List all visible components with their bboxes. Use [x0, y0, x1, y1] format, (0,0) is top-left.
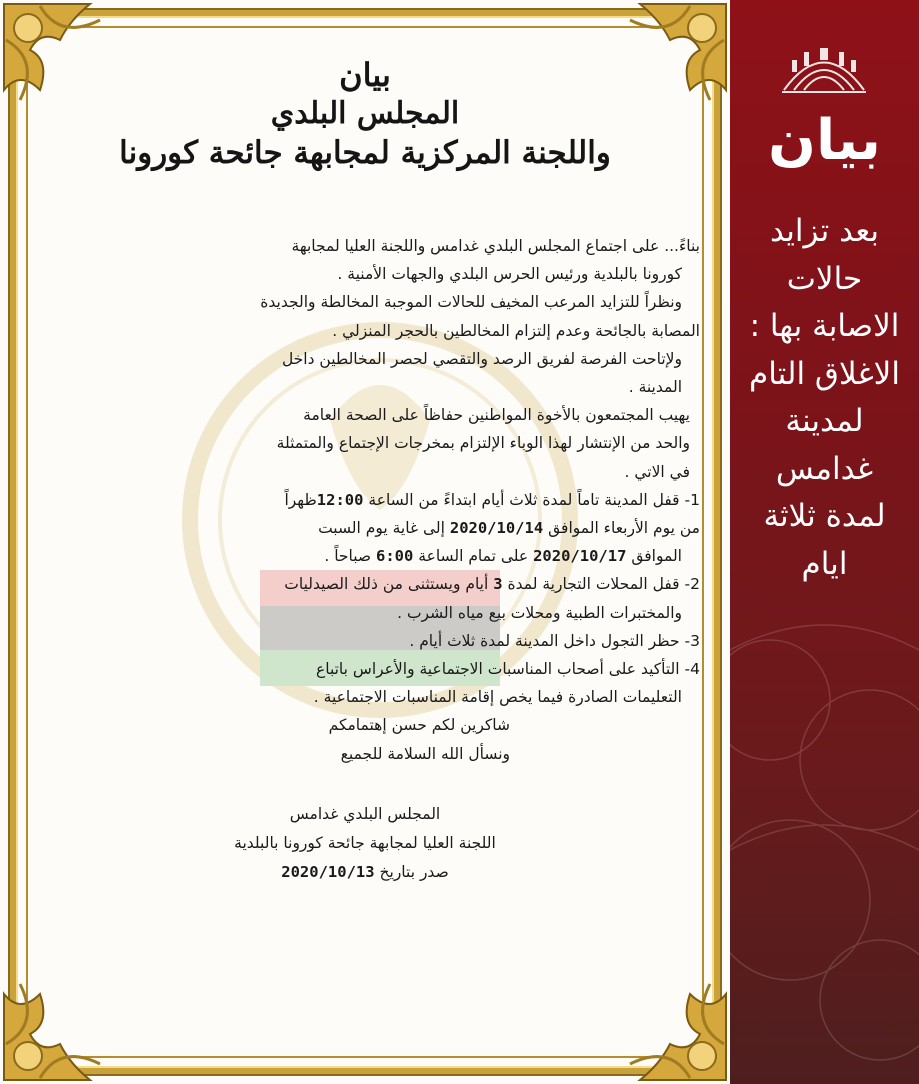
list-item: 2- قفل المحلات التجارية لمدة 3 أيام ويستثنى من ذلك الصيدليات — [284, 575, 700, 594]
header-title: بيان — [339, 56, 391, 94]
logo-icon — [774, 40, 874, 100]
closing-line: شاكرين لكم حسن إهتمامكم — [328, 716, 510, 735]
header-committee: واللجنة المركزية لمجابهة جائحة كورونا — [119, 135, 611, 171]
paragraph-line: ولإتاحت الفرصة لفريق الرصد والتقصي لحصر المخالطين داخل — [281, 349, 682, 368]
paragraph-line: كورونا بالبلدية ورئيس الحرس البلدي والجهات الأمنية . — [337, 265, 682, 284]
headline-line: لمدة ثلاثة — [763, 498, 886, 534]
headline-line: الاغلاق التام — [749, 355, 900, 392]
ornament-corner-icon — [0, 966, 118, 1084]
headline-line: الاصابة بها : — [749, 308, 900, 344]
list-item: والمختبرات الطبية ومحلات بيع مياه الشرب . — [397, 603, 682, 622]
list-item: الموافق 2020/10/17 على تمام الساعة 6:00 صباحاً . — [324, 547, 682, 566]
news-side-panel — [730, 0, 919, 1084]
ornament-corner-icon — [612, 966, 730, 1084]
paragraph-line: يهيب المجتمعون بالأخوة المواطنين حفاظاً على الصحة العامة — [303, 406, 690, 425]
headline-line: ايام — [801, 545, 848, 582]
paragraph-line: المدينة . — [628, 378, 682, 397]
panel-title: بيان — [768, 108, 881, 173]
headline-line: حالات — [786, 260, 863, 297]
paragraph-line: والحد من الإنتشار لهذا الوباء الإلتزام بمخرجات الإجتماع والمتمثلة — [276, 434, 690, 453]
headline-line: لمدينة — [785, 403, 864, 439]
list-item: التعليمات الصادرة فيما يخص إقامة المناسبات الاجتماعية . — [313, 688, 682, 707]
statement-body — [44, 232, 700, 768]
paragraph-line: ونظراً للتزايد المرعب المخيف للحالات الموجبة المخالطة والجديدة — [260, 293, 682, 312]
header-council: المجلس البلدي — [270, 96, 460, 131]
signature-block — [100, 800, 630, 887]
issue-date: صدر بتاريخ 2020/10/13 — [281, 863, 449, 881]
list-item: 1- قفل المدينة تاماً لمدة ثلاث أيام ابتداءً من الساعة 12:00ظهراً — [284, 490, 700, 509]
headline-line: بعد تزايد — [770, 213, 879, 249]
panel-headline — [738, 208, 911, 588]
list-item: 3- حظر التجول داخل المدينة لمدة ثلاث أيام . — [409, 631, 700, 650]
signature-committee: اللجنة العليا لمجابهة جائحة كورونا بالبلدية — [234, 834, 496, 852]
paragraph-line: في الاتي . — [624, 462, 690, 481]
closing-line: ونسأل الله السلامة للجميع — [340, 744, 510, 763]
signature-council: المجلس البلدي غدامس — [289, 805, 441, 823]
paragraph-line: بناءً... على اجتماع المجلس البلدي غدامس واللجنة العليا لمجابهة — [291, 237, 700, 255]
paragraph-line: المصابة بالجائحة وعدم إلتزام المخالطين بالحجر المنزلي . — [332, 321, 700, 340]
headline-line: غدامس — [775, 450, 874, 487]
list-item: من يوم الأربعاء الموافق 2020/10/14 إلى غاية يوم السبت — [318, 519, 700, 538]
document-header — [60, 55, 670, 173]
list-item: 4- التأكيد على أصحاب المناسبات الاجتماعية والأعراس باتباع — [315, 660, 700, 679]
